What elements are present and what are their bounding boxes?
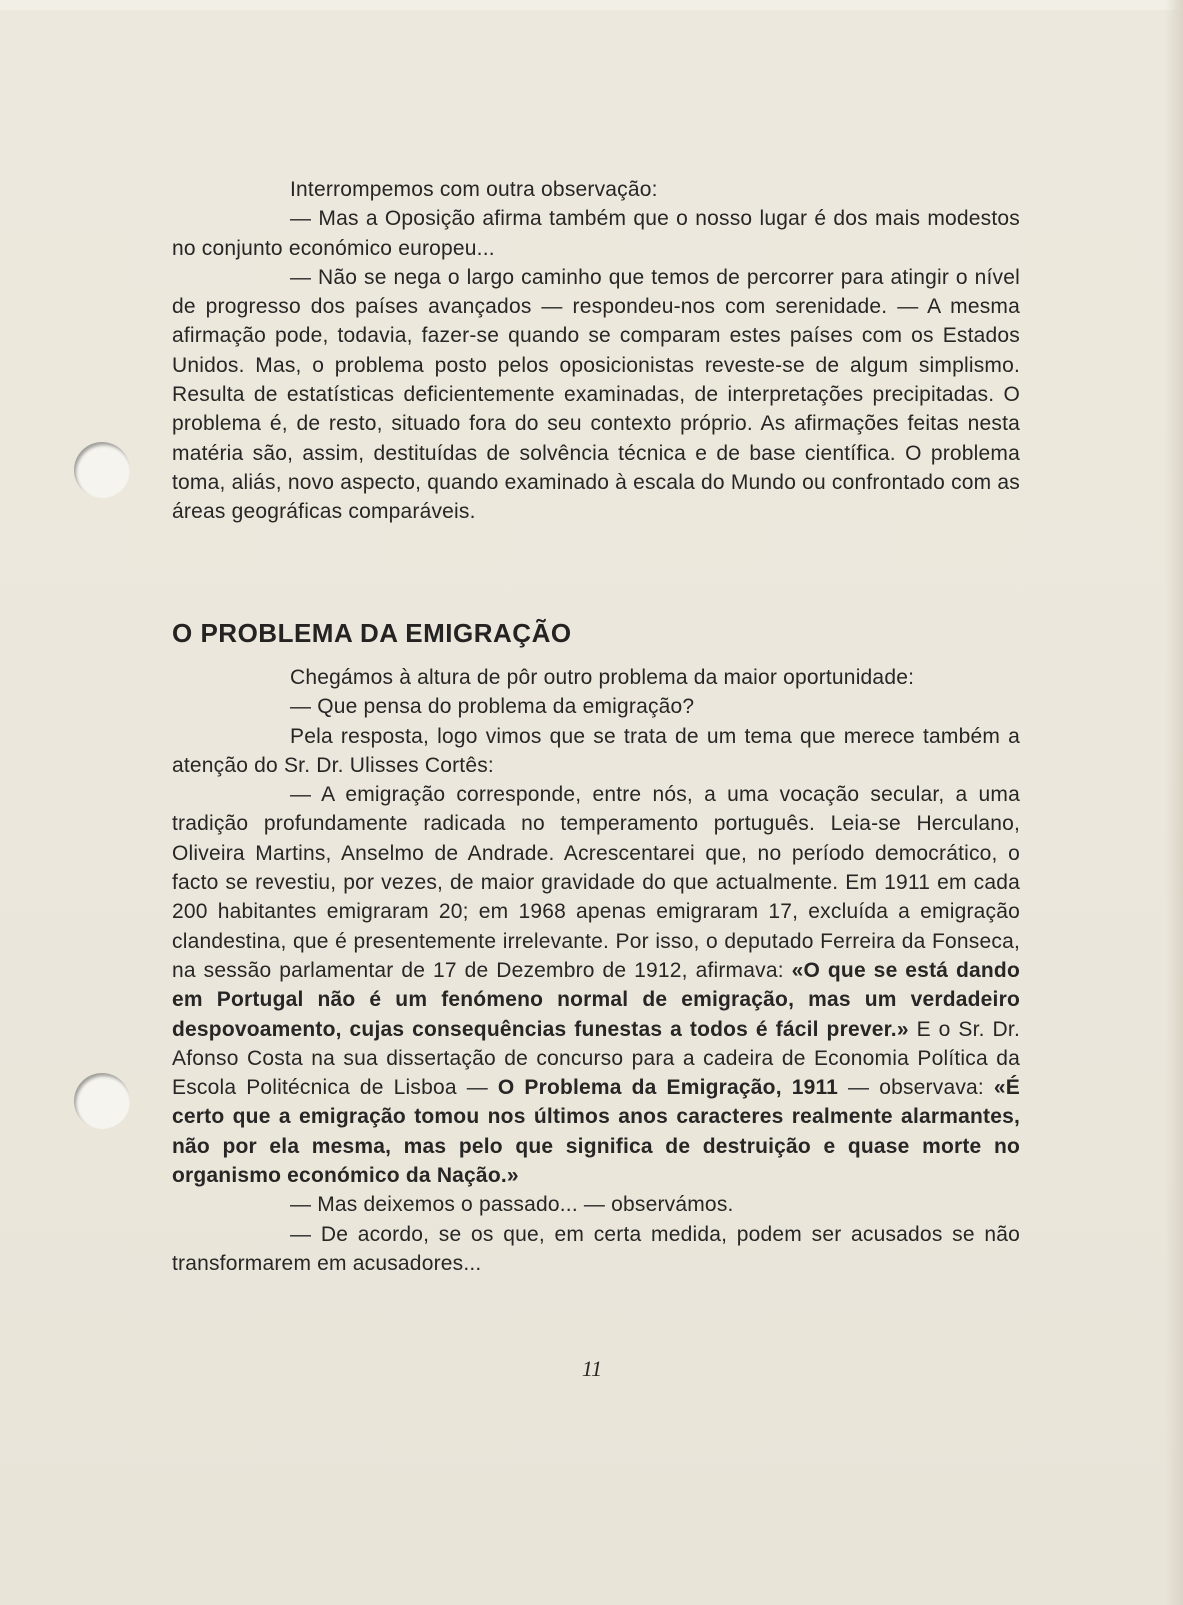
paragraph: — Que pensa do problema da emigração? [290, 695, 695, 719]
section-emigration [172, 663, 1020, 1278]
paragraph: Pela resposta, logo vimos que se trata de um tema que merece também a atenção do Sr. Dr. Ulisses Cortês: [172, 724, 1020, 777]
page-top-edge [0, 0, 1183, 10]
paragraph-text: — A emigração corresponde, entre nós, a uma vocação secular, a uma tradição profundamente radicada no temperamento português. Leia-se Herculano, Oliveira Martins, Anselmo de Andrade. Acrescentarei que, no período democrático, o facto se revestiu, por vezes, de maior gravidade do que actualmente. Em 1911 em cada 200 habitantes emigraram 20; em 1968 apenas emigraram 17, excluída a emigração clandestina, que é presentemente irrelevante. Por isso, o deputado Ferreira da Fonseca, na sessão parlamentar de 17 de Dezembro de 1912, afirmava: [172, 783, 1020, 982]
page-number: 11 [581, 1356, 603, 1381]
paragraph: — Mas deixemos o passado... — observámos. [290, 1193, 734, 1217]
paragraph: — Mas a Oposição afirma também que o nosso lugar é dos mais modestos no conjunto económico europeu... [172, 207, 1020, 260]
paragraph [172, 780, 1020, 1190]
section-intro [172, 175, 1020, 527]
quote-afonso-costa: «É certo que a emigração tomou nos últimos anos caracteres realmente alarmantes, não por ela mesma, mas pelo que significa de destruição e quase morte no organismo económico da Nação.» [172, 1076, 1021, 1188]
paragraph: Interrompemos com outra observação: [290, 178, 658, 201]
page-right-edge [1165, 0, 1183, 1605]
paragraph-text: — observava: [838, 1076, 994, 1100]
punch-hole [74, 442, 130, 498]
work-title: O Problema da Emigração, 1911 [497, 1076, 839, 1100]
quote-ferreira-da-fonseca: «O que se está dando em Portugal não é um fenómeno normal de emigração, mas um verdadeiro despovoamento, cujas consequências funestas a todos é fácil prever.» [172, 958, 1020, 1041]
paragraph-text: E o Sr. Dr. Afonso Costa na sua dissertação de concurso para a cadeira de Economia Política da Escola Politécnica de Lisboa — [172, 1017, 1020, 1100]
paragraph: Chegámos à altura de pôr outro problema da maior oportunidade: [290, 666, 915, 689]
paragraph: — Não se nega o largo caminho que temos de percorrer para atingir o nível de progresso dos países avançados — respondeu-nos com serenidade. — A mesma afirmação pode, todavia, fazer-se quando se comparam estes países com os Estados Unidos. Mas, o problema posto pelos oposicionistas reveste-se de algum simplismo. Resulta de estatísticas deficientemente examinadas, de interpretações precipitadas. O problema é, de resto, situado fora do seu contexto próprio. As afirmações feitas nesta matéria são, assim, destituídas de solvência técnica e de base científica. O problema toma, aliás, novo aspecto, quando examinado à escala do Mundo ou confrontado com as áreas geográficas comparáveis. [172, 265, 1020, 524]
punch-hole [74, 1073, 130, 1129]
paragraph: — De acordo, se os que, em certa medida, podem ser acusados se não transformarem em acusadores... [172, 1222, 1020, 1275]
section-heading: O PROBLEMA DA EMIGRAÇÃO [172, 618, 572, 648]
